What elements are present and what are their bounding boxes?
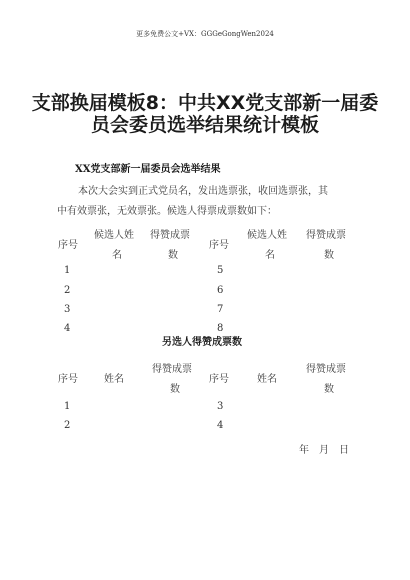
table1-header-votes-right-line2: 数 xyxy=(324,250,334,261)
table1-row-number: 3 xyxy=(64,304,71,315)
table2-row-number: 3 xyxy=(217,401,224,412)
table1-row-number: 6 xyxy=(217,285,224,296)
table1-row-number: 5 xyxy=(217,265,224,276)
table2-header-seq-right: 序号 xyxy=(209,374,229,385)
table1-row-number: 7 xyxy=(217,304,224,315)
table1-header-votes-right-line1: 得赞成票 xyxy=(306,230,346,241)
table1-row-number: 2 xyxy=(64,285,71,296)
table1-header-name-left-line1: 候选人姓 xyxy=(94,230,134,241)
table1-header-seq-right: 序号 xyxy=(209,240,229,251)
table2-header-name-right: 姓名 xyxy=(257,374,277,385)
table2-header-votes-left-line1: 得赞成票 xyxy=(152,364,192,375)
table2-header-seq-left: 序号 xyxy=(58,374,78,385)
table1-header-name-left-line2: 名 xyxy=(112,250,122,261)
table2-header-votes-left-line2: 数 xyxy=(170,384,180,395)
date-line: 年 月 日 xyxy=(299,445,349,456)
table1-header-name-right-line2: 名 xyxy=(265,250,275,261)
table2-row-number: 4 xyxy=(217,420,224,431)
table2-row-number: 2 xyxy=(64,420,71,431)
table1-row-number: 4 xyxy=(64,323,71,334)
table1-row-number: 1 xyxy=(64,265,71,276)
table2-header-name-left: 姓名 xyxy=(104,374,124,385)
section1-paragraph-line-2: 中有效票张，无效票张。候选人得票成票数如下： xyxy=(57,206,277,217)
section1-paragraph-line-1: 本次大会实到正式党员名，发出选票张，收回选票张，其 xyxy=(78,186,328,197)
table1-header-seq-left: 序号 xyxy=(58,240,78,251)
table1-row-number: 8 xyxy=(217,323,224,334)
table2-header-votes-right-line2: 数 xyxy=(324,384,334,395)
header-note: 更多免费公文+VX：GGGeGongWen2024 xyxy=(136,30,274,38)
table2-row-number: 1 xyxy=(64,401,71,412)
table1-header-votes-left-line2: 数 xyxy=(168,250,178,261)
table2-header-votes-right-line1: 得赞成票 xyxy=(306,364,346,375)
document-title-line-2: 员会委员选举结果统计模板 xyxy=(90,114,319,136)
table1-header-name-right-line1: 候选人姓 xyxy=(247,230,287,241)
section1-heading: XX党支部新一届委员会选举结果 xyxy=(75,164,221,175)
table1-header-votes-left-line1: 得赞成票 xyxy=(150,230,190,241)
section2-heading: 另选人得赞成票数 xyxy=(162,337,242,348)
document-title-line-1: 支部换届模板8：中共XX党支部新一届委 xyxy=(31,92,379,114)
